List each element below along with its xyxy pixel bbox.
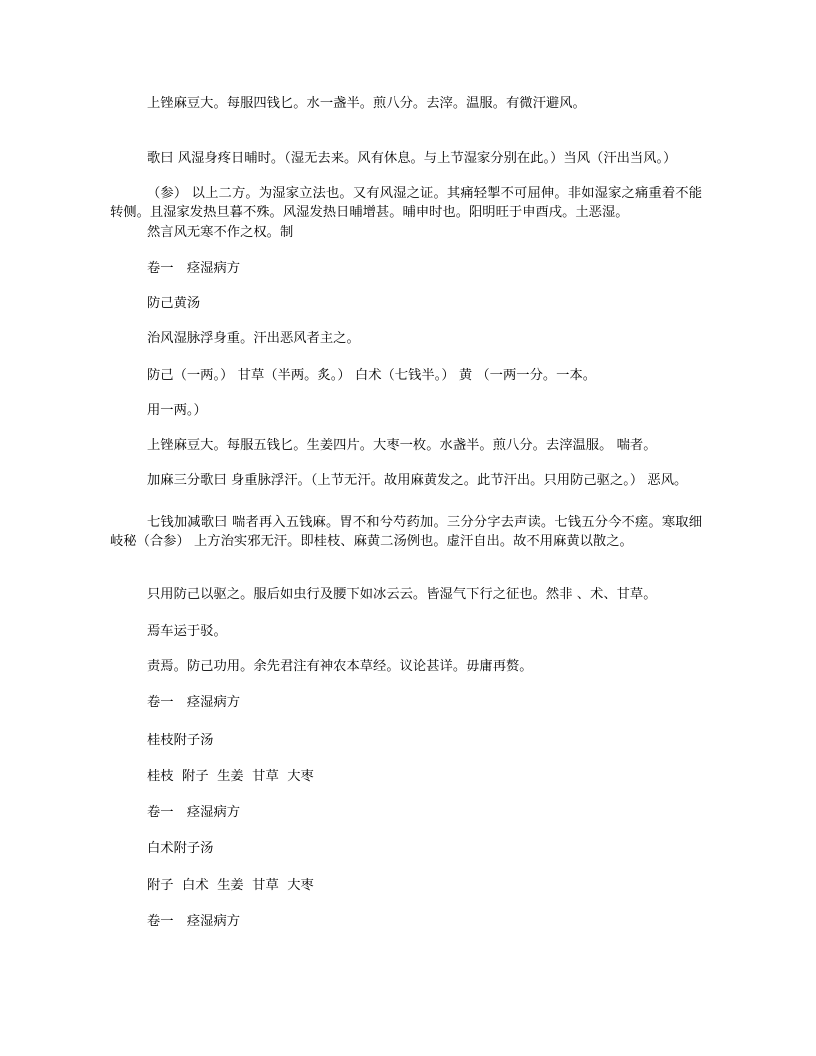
paragraph: 加麻三分歌曰 身重脉浮汗。（上节无汗。故用麻黄发之。此节汗出。只用防己驱之。） 恶风。 xyxy=(147,473,688,488)
paragraph: （参） 以上二方。为湿家立法也。又有风湿之证。其痛轻掣不可屈伸。非如湿家之痛重着不能转侧。且湿家发热旦暮不殊。风湿发热日晡增甚。晡申时也。阳明旺于申酉戌。土恶湿。 xyxy=(110,186,702,220)
section-heading: 卷一 痉湿病方 xyxy=(147,695,241,710)
ingredient-list: 附子 白术 生姜 甘草 大枣 xyxy=(147,878,314,893)
paragraph: 治风湿脉浮身重。汗出恶风者主之。 xyxy=(147,331,360,346)
formula-title: 白术附子汤 xyxy=(147,841,214,856)
paragraph: 用一两。） xyxy=(147,403,207,418)
paragraph: 七钱加减歌曰 喘者再入五钱麻。胃不和兮芍药加。三分分字去声读。七钱五分今不瘥。寒取细岐秘（合参） 上方治实邪无汗。即桂枝、麻黄二汤例也。虚汗自出。故不用麻黄以散之。 xyxy=(110,515,702,549)
formula-title: 防己黄汤 xyxy=(147,296,201,311)
paragraph: 然言风无寒不作之权。制 xyxy=(147,225,294,240)
section-heading: 卷一 痉湿病方 xyxy=(147,261,241,276)
paragraph: 上锉麻豆大。每服四钱匕。水一盏半。煎八分。去滓。温服。有微汗避风。 xyxy=(147,96,586,111)
section-heading: 卷一 痉湿病方 xyxy=(147,914,241,929)
paragraph: 歌曰 风湿身疼日晡时。（湿无去来。风有休息。与上节湿家分别在此。）当风（汗出当风。） xyxy=(147,151,677,166)
formula-title: 桂枝附子汤 xyxy=(147,733,214,748)
paragraph: 责焉。防己功用。余先君注有神农本草经。议论甚详。毋庸再赘。 xyxy=(147,659,533,674)
paragraph: 焉车运于驳。 xyxy=(147,624,227,639)
paragraph: 只用防己以驱之。服后如虫行及腰下如冰云云。皆湿气下行之征也。然非 、术、甘草。 xyxy=(147,587,657,602)
section-heading: 卷一 痉湿病方 xyxy=(147,805,241,820)
paragraph: 上锉麻豆大。每服五钱匕。生姜四片。大枣一枚。水盏半。煎八分。去滓温服。 喘者。 xyxy=(147,438,657,453)
ingredient-list: 桂枝 附子 生姜 甘草 大枣 xyxy=(147,769,314,784)
paragraph: 防己（一两。） 甘草（半两。炙。） 白术（七钱半。） 黄 （一两一分。一本。 xyxy=(147,368,597,383)
